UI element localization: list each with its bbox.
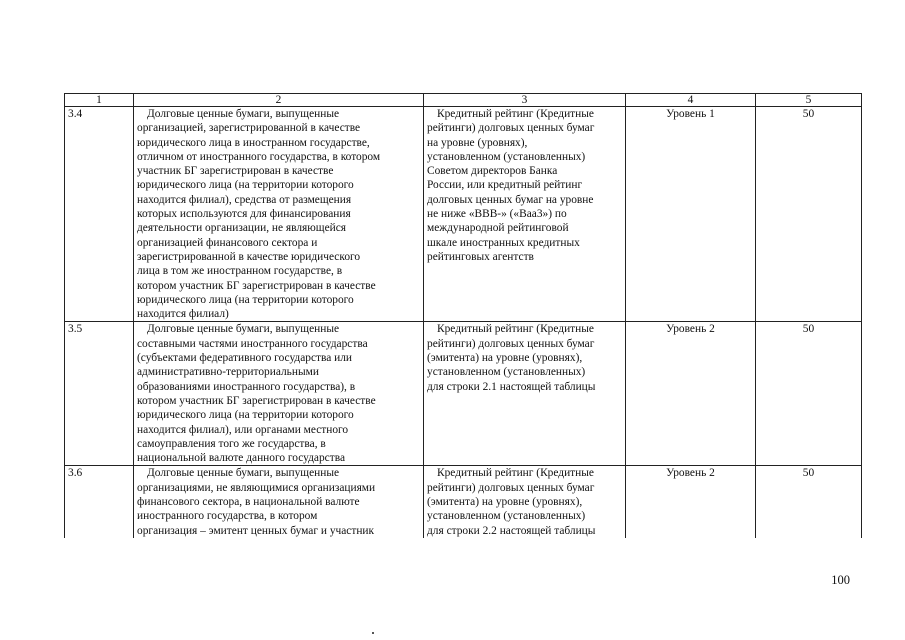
description-line: Долговые ценные бумаги, выпущенные — [147, 467, 340, 480]
rating-line: рейтинги) долговых ценных бумаг — [427, 337, 595, 350]
security-description — [134, 466, 424, 538]
rating-line: установленном (установленных) — [427, 510, 586, 523]
percent-cell: 50 — [756, 107, 862, 322]
level-cell: Уровень 1 — [626, 107, 756, 322]
description-line: отличном от иностранного государства, в котором — [137, 150, 381, 163]
description-line: лица в том же иностранном государстве, в — [137, 265, 343, 278]
description-line: участник БГ зарегистрирован в качестве — [137, 165, 334, 178]
level-cell: Уровень 2 — [626, 466, 756, 538]
page-number: 100 — [831, 573, 850, 587]
header-row — [65, 94, 862, 107]
regulation-table — [64, 93, 862, 538]
description-line: административно-территориальными — [137, 366, 319, 379]
row-number: 3.5 — [65, 322, 134, 466]
scan-speck — [372, 632, 374, 634]
rating-line: Кредитный рейтинг (Кредитные — [437, 323, 594, 336]
rating-line: России, или кредитный рейтинг — [427, 179, 583, 192]
rating-line: на уровне (уровнях), — [427, 136, 528, 149]
security-description — [134, 322, 424, 466]
security-description — [134, 107, 424, 322]
rating-line: установленном (установленных) — [427, 366, 586, 379]
description-line: юридического лица (на территории которого — [137, 179, 354, 192]
header-cell-5: 5 — [756, 94, 862, 107]
row-number: 3.6 — [65, 466, 134, 538]
description-line: котором участник БГ зарегистрирован в качестве — [137, 394, 376, 407]
rating-line: долговых ценных бумаг на уровне — [427, 193, 594, 206]
rating-line: для строки 2.1 настоящей таблицы — [427, 380, 596, 393]
rating-requirement — [424, 466, 626, 538]
description-line: Долговые ценные бумаги, выпущенные — [147, 323, 340, 336]
description-line: находится филиал), средства от размещения — [137, 193, 352, 206]
description-line: юридического лица в иностранном государстве, — [137, 136, 370, 149]
header-cell-3: 3 — [424, 94, 626, 107]
header-cell-4: 4 — [626, 94, 756, 107]
description-line: образованиями иностранного государства), в — [137, 380, 356, 393]
rating-line: Советом директоров Банка — [427, 165, 558, 178]
rating-line: международной рейтинговой — [427, 222, 569, 235]
table-row — [65, 107, 862, 322]
rating-line: Кредитный рейтинг (Кредитные — [437, 467, 594, 480]
rating-line: Кредитный рейтинг (Кредитные — [437, 108, 594, 120]
rating-requirement — [424, 322, 626, 466]
rating-line: рейтинги) долговых ценных бумаг — [427, 122, 595, 135]
percent-cell: 50 — [756, 322, 862, 466]
percent-cell: 50 — [756, 466, 862, 538]
rating-line: не ниже «BBB-» («Baa3») по — [427, 208, 567, 221]
description-line: которых используются для финансирования — [137, 208, 351, 221]
row-number: 3.4 — [65, 107, 134, 322]
description-line: финансового сектора, в национальной валюте — [137, 496, 360, 509]
description-line: самоуправления того же государства, в — [137, 437, 326, 450]
description-line: Долговые ценные бумаги, выпущенные — [147, 108, 340, 120]
description-line: (субъектами федеративного государства или — [137, 352, 353, 365]
rating-line: (эмитента) на уровне (уровнях), — [427, 496, 583, 509]
description-line: находится филиал) — [137, 308, 229, 321]
level-cell: Уровень 2 — [626, 322, 756, 466]
table-row — [65, 466, 862, 538]
description-line: котором участник БГ зарегистрирован в качестве — [137, 279, 376, 292]
rating-line: (эмитента) на уровне (уровнях), — [427, 352, 583, 365]
description-line: национальной валюте данного государства — [137, 452, 345, 465]
description-line: организацией, зарегистрированной в качестве — [137, 122, 361, 135]
header-cell-1: 1 — [65, 94, 134, 107]
header-cell-2: 2 — [134, 94, 424, 107]
description-line: зарегистрированной в качестве юридического — [137, 250, 361, 263]
rating-line: для строки 2.2 настоящей таблицы — [427, 524, 596, 537]
description-line: находится филиал), или органами местного — [137, 423, 349, 436]
description-line: иностранного государства, в котором — [137, 510, 318, 523]
rating-requirement — [424, 107, 626, 322]
description-line: организацией финансового сектора и — [137, 236, 318, 249]
rating-line: рейтинги) долговых ценных бумаг — [427, 481, 595, 494]
description-line: юридического лица (на территории которого — [137, 409, 354, 422]
description-line: юридического лица (на территории которого — [137, 293, 354, 306]
description-line: организация – эмитент ценных бумаг и участник — [137, 524, 375, 537]
rating-line: установленном (установленных) — [427, 150, 586, 163]
description-line: организациями, не являющимися организациями — [137, 481, 376, 494]
description-line: деятельности организации, не являющейся — [137, 222, 347, 235]
table-row — [65, 322, 862, 466]
description-line: составными частями иностранного государства — [137, 337, 368, 350]
rating-line: рейтинговых агентств — [427, 250, 534, 263]
rating-line: шкале иностранных кредитных — [427, 236, 580, 249]
